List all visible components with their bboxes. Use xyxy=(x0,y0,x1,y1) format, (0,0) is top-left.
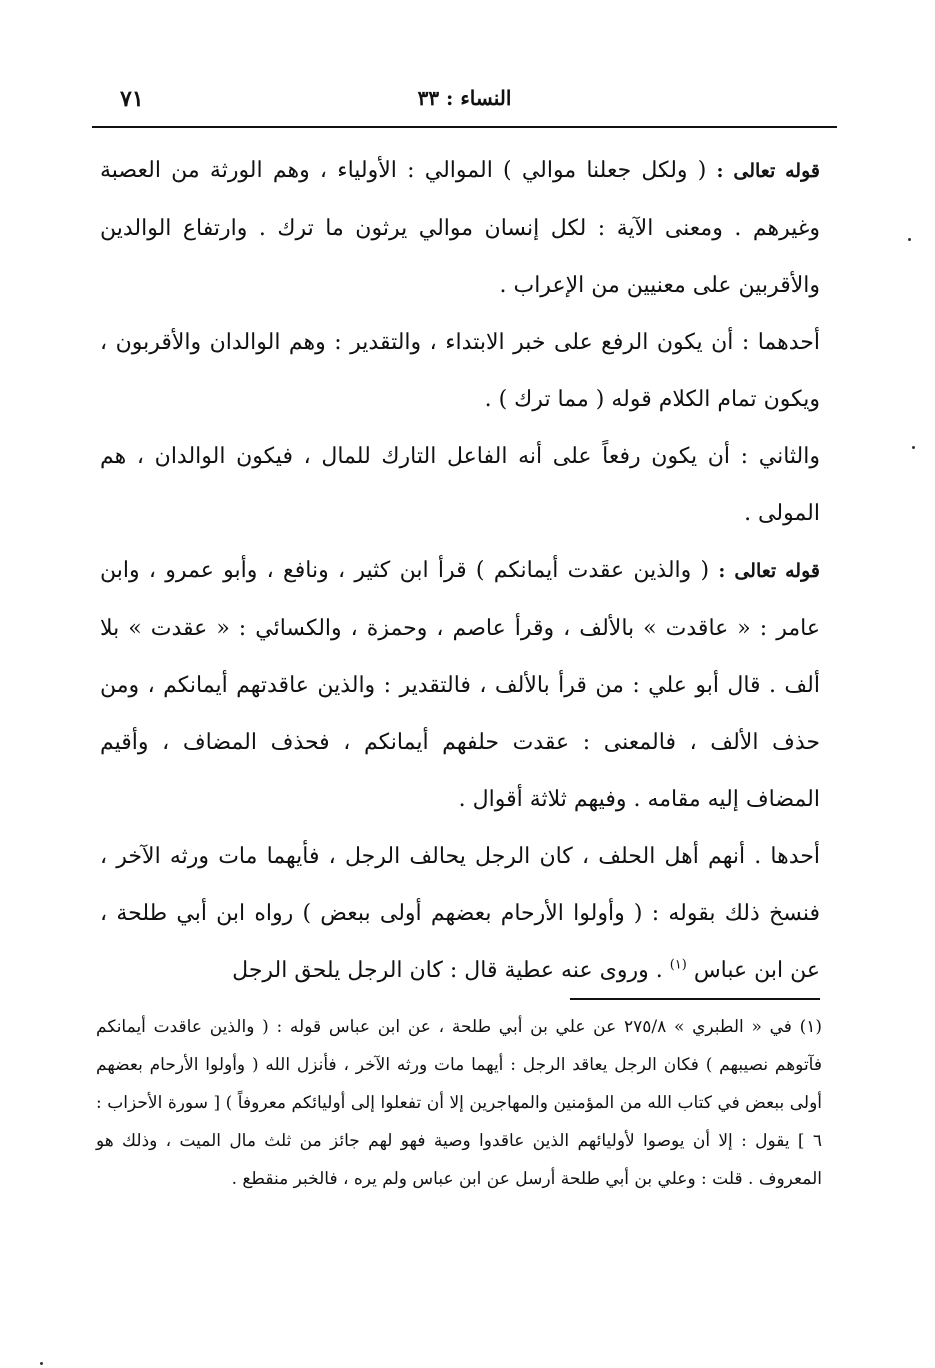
verse-lead: قوله تعالى : xyxy=(718,560,820,582)
paragraph-text-tail: . وروى عنه عطية قال : كان الرجل يلحق الرجل xyxy=(232,958,663,983)
paragraph-4 xyxy=(100,542,820,828)
scan-speck xyxy=(40,1362,43,1365)
page-number: ٧١ xyxy=(120,86,144,112)
paragraph-2: أحدهما : أن يكون الرفع على خبر الابتداء ، والتقدير : وهم الوالدان والأقربون ، ويكون تمام الكلام قوله ( مما ترك ) . xyxy=(100,330,820,412)
footnote-reference[interactable]: (١) xyxy=(669,957,687,973)
scan-speck xyxy=(912,446,915,449)
paragraph-text: ( والذين عقدت أيمانكم ) قرأ ابن كثير ، ونافع ، وأبو عمرو ، وابن عامر : « عاقدت » بالألف ، وقرأ عاصم ، وحمزة ، والكسائي : « عقدت » بلا ألف . قال أبو علي : من قرأ بالألف ، فالتقدير : والذين عاقدتهم أيمانكم ، ومن حذف الألف ، فالمعنى : عقدت حلفهم أيمانكم ، فحذف المضاف ، وأقيم المضاف إليه مقامه . وفيهم ثلاثة أقوال . xyxy=(100,558,820,812)
footnote-rule xyxy=(570,998,820,1000)
scan-speck xyxy=(908,238,911,241)
paragraph-5 xyxy=(100,828,820,999)
header-rule xyxy=(92,126,837,128)
paragraph-text: أحدها . أنهم أهل الحلف ، كان الرجل يحالف الرجل ، فأيهما مات ورثه الآخر ، فنسخ ذلك بقوله : ( وأولوا الأرحام بعضهم أولى ببعض ) رواه ابن أبي طلحة ، عن ابن عباس xyxy=(100,844,820,983)
running-title: النساء : ٣٣ xyxy=(417,86,512,110)
paragraph-1 xyxy=(100,142,820,314)
verse-lead: قوله تعالى : xyxy=(716,160,820,182)
main-text xyxy=(100,142,820,999)
paragraph-text: ( ولكل جعلنا موالي ) الموالي : الأولياء ، وهم الورثة من العصبة وغيرهم . ومعنى الآية : لكل إنسان موالي يرثون ما ترك . وارتفاع الوالدين والأقربين على معنيين من الإعراب . xyxy=(100,158,820,298)
page-header xyxy=(92,86,837,122)
paragraph-3: والثاني : أن يكون رفعاً على أنه الفاعل التارك للمال ، فيكون الوالدان ، هم المولى . xyxy=(100,444,820,526)
footnote: (١) في « الطبري » ٢٧٥/٨ عن علي بن أبي طلحة ، عن ابن عباس قوله : ( والذين عاقدت أيمانكم فآتوهم نصيبهم ) فكان الرجل يعاقد الرجل : أيهما مات ورثه الآخر ، فأنزل الله ( وأولوا الأرحام بعضهم أولى ببعض في كتاب الله من المؤمنين والمهاجرين إلا أن تفعلوا إلى أوليائكم معروفاً ) [ سورة الأحزاب : ٦ ] يقول : إلا أن يوصوا لأوليائهم الذين عاقدوا وصية فهو لهم جائز من ثلث مال الميت ، وذلك هو المعروف . قلت : وعلي بن أبي طلحة أرسل عن ابن عباس ولم يره ، فالخبر منقطع . xyxy=(96,1017,822,1189)
